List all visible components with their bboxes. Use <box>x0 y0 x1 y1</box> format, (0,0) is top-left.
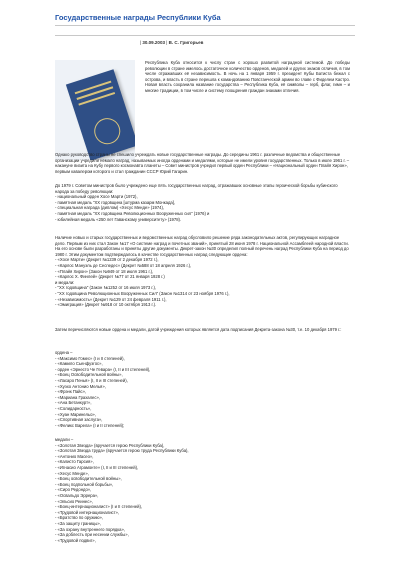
decree-list: - «Хосе Марти» (Декрет №1239 от 2 декабря 1972 г.), - «Карлос Мануэль де Сеспедес» (Декрет №588 от 18 апреля 1926 г.), - «Плайя Хирон» (Закон №949 от 18 июля 1961 г.), - «Карлос Х. Финлей» (Декрет №77 от 21 января 1928 г.) и медали: - "XX годовщина" (Закон №1252 от 16 июля 1973 г.), - "XX годовщина Революционных Вооруженных Сил" (Закон №1314 от 23 ноября 1976 г.), - «Независимость» (Декрет №129 от 24 февраля 1911 г.), - «Эмиграция» (Декрет №918 от 10 октября 1913 г.). <box>55 257 230 308</box>
article-author: В. С. Григорьев <box>168 40 204 45</box>
title-divider <box>55 25 355 26</box>
book-cover-image <box>55 60 135 160</box>
paragraph-2: До 1979 г. Советом министров было учреждено еще пять государственных наград, отражавших основные этапы героической борьбы кубинского народа за победу революции: - национальный орден Хосе Марти (1972), - памятная медаль "XX годовщина [штурма казарм Монкада], - специальная награда (диплом) «Хесус Менде» (1974), - памятная медаль "XX годовщина Революционных Вооруженных сил" (1976) и - юбилейная медаль «250 лет Гаванскому университету» (1978). <box>55 183 350 222</box>
medals-heading: медали – <box>55 437 74 442</box>
article-meta: | 30.09.2003 | В. С. Григорьев <box>140 40 204 45</box>
para2-list: - национальный орден Хосе Марти (1972), - памятная медаль "XX годовщина [штурма казарм Монкада], - специальная награда (диплом) «Хесус Менде» (1974), - памятная медаль "XX годовщина Революционных Вооруженных сил" (1976) и - юбилейная медаль «250 лет Гаванскому университету» (1978). <box>55 194 210 222</box>
intro-paragraph: Республика Куба относится к числу стран с хорошо развитой наградной системой. До победы революции в стране имелось достаточное количество орденов, медалей и других знаков отличия, в том числе отражавших её независимость. В ночь на 1 января 1959 г. президент Кубы Батиста бежал с острова, и власть в стране перешла к командованию Повстанческой армии во главе с Фиделем Кастро. Новая власть сохранила название государства – Республика Куба, её символы – герб, флаг, гимн – и многие традиции, в том числе и систему поощрения граждан знаками отличия. <box>145 60 350 93</box>
article-title: Государственные награды Республики Куба <box>55 13 221 22</box>
medals-list: медали – - «Золотая Звезда» (вручается герою Республики Куба), - «Золотая Звезда труда» (вручается герою труда Республики Куба), - «Антонио Масео», - «Калисто Гарсия», - «Игнасио Аграмонте» (I, II и III степеней), - «Хесус Менде», - «Боец освободительной войны», - «Боец подпольной борьбы», - «Сиро Редондо», - «Освальдо Эррера», - «Эльсио Реинес», - «Боец-интернационалист» (I и II степеней), - «Трудовой интернационалист», - «Братство по оружию», - «За защиту границы», - «За охрану внутреннего порядка», - «За доблесть при несении службы», - «Трудовой подвиг», <box>55 437 350 543</box>
paragraph-3: Наличие новых и старых государственных и ведомственных наград обусловило решение ряда законодательных актов, регулирующих наградное дело. Первым из них стал Закон №17 «О системе наград и почетных званий», принятый 28 июня 1978 г. Национальной Ассамблеей народной власти. На его основе были разработаны и приняты другие документы. Декрет-закон №30 определил полный перечень наград Республики Куба на период до 1980 г. Этим документом подтверждалось в качестве государственных наград следующие ордена: - «Хосе Марти» (Декрет №1239 от 2 декабря 1972 г.), - «Карлос Мануэль де Сеспедес» (Декрет №588 от 18 апреля 1926 г.), - «Плайя Хирон» (Закон №949 от 18 июля 1961 г.), - «Карлос Х. Финлей» (Декрет №77 от 21 января 1928 г.) и медали: - "XX годовщина" (Закон №1252 от 16 июля 1973 г.), - "XX годовщина Революционных Вооруженных Сил" (Закон №1314 от 23 ноября 1976 г.), - «Независимость» (Декрет №129 от 24 февраля 1911 г.), - «Эмиграция» (Декрет №918 от 10 октября 1913 г.). <box>55 235 349 308</box>
orders-heading: ордена – <box>55 350 73 355</box>
orders-list: ордена – - «Максимо Гомес» (I и II степеней), - «Камило Сьенфуэгос», - орден «Эрнесто Че Гевара» (I, II и III степеней), - «Боец Освободительной войны», - «Ласаро Пенья» (I, II и III степеней), - «Хуэхо Антонио Мелья», - «Фрэнк Пайс», - «Мариана Грахалес», - «Ана Бетанкурт», - «Солидарность», - «Хуан Маринельо», - «Спортивная заслуга», - «Феликс Варела» (I и II степеней); <box>55 350 350 428</box>
paragraph-1: Однако руководство страны не спешило учреждать новые государственные награды. До середины 1961 г. различные ведомства и общественные организации учредили немало наград, называемых иногда орденами и медалями, которые не имели уровня государственных. Только в июле 1961 г. – накануне визита на Кубу первого космонавта планеты – Совет министров учредил первый орден Республики – «Национальный орден Плайя Хирон», первым кавалером которого и стал гражданин СССР Юрий Гагарин. <box>55 152 350 174</box>
paragraph-4: Затем перечисляются новые ордена и медали, датой учреждения которых является дата подписания Декрета-закона №30, т.е. 10 декабря 1979 г.: <box>55 327 342 332</box>
meta-divider <box>55 35 355 36</box>
article-date: 30.09.2003 <box>142 40 165 45</box>
